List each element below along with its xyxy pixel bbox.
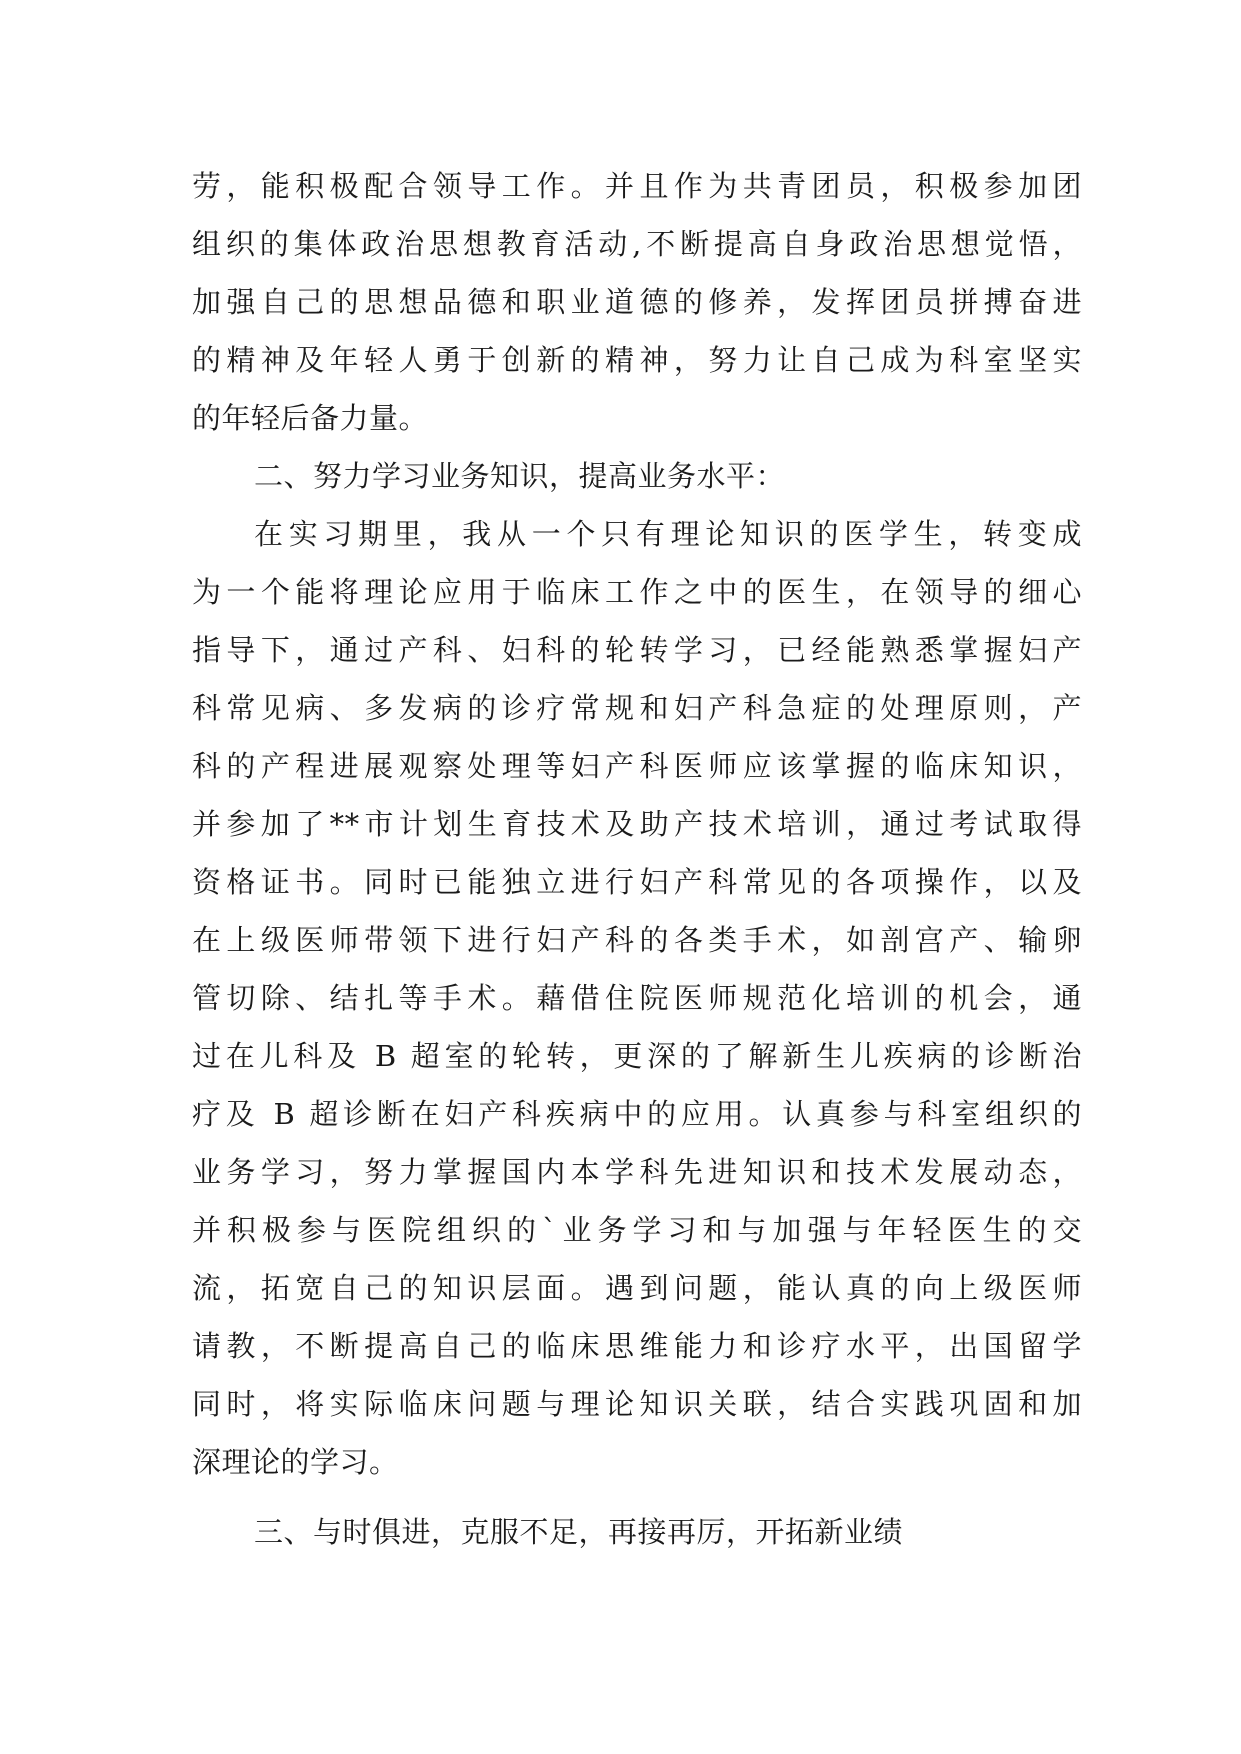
text-line: 并积极参与医院组织的`业务学习和与加强与年轻医生的交 (192, 1213, 1082, 1247)
text-line: 劳，能积极配合领导工作。并且作为共青团员，积极参加团 (192, 169, 1082, 203)
text-line: 业务学习，努力掌握国内本学科先进知识和技术发展动态， (192, 1155, 1082, 1189)
document-body (192, 157, 1082, 1561)
text-line: 深理论的学习。 (192, 1445, 399, 1479)
section-heading: 二、努力学习业务知识，提高业务水平： (254, 459, 786, 493)
text-line: 科常见病、多发病的诊疗常规和妇产科急症的处理原则，产 (192, 691, 1082, 725)
text-line: 为一个能将理论应用于临床工作之中的医生，在领导的细心 (192, 575, 1082, 609)
text-line: 并参加了**市计划生育技术及助产技术培训，通过考试取得 (192, 807, 1082, 841)
text-line: 组织的集体政治思想教育活动,不断提高自身政治思想觉悟， (192, 227, 1082, 261)
paragraph-gap (192, 1491, 1082, 1503)
text-line: 指导下，通过产科、妇科的轮转学习，已经能熟悉掌握妇产 (192, 633, 1082, 667)
text-line: 流，拓宽自己的知识层面。遇到问题，能认真的向上级医师 (192, 1271, 1082, 1305)
section-heading: 三、与时俱进，克服不足，再接再厉，开拓新业绩 (254, 1515, 904, 1549)
text-line: 管切除、结扎等手术。藉借住院医师规范化培训的机会，通 (192, 981, 1082, 1015)
text-line: 请教，不断提高自己的临床思维能力和诊疗水平，出国留学 (192, 1329, 1082, 1363)
paragraph-first-line: 在实习期里，我从一个只有理论知识的医学生，转变成 (254, 517, 1082, 551)
text-line: 疗及 B 超诊断在妇产科疾病中的应用。认真参与科室组织的 (192, 1097, 1082, 1131)
text-line: 同时，将实际临床问题与理论知识关联，结合实践巩固和加 (192, 1387, 1082, 1421)
text-line: 的精神及年轻人勇于创新的精神，努力让自己成为科室坚实 (192, 343, 1082, 377)
text-line: 在上级医师带领下进行妇产科的各类手术，如剖宫产、输卵 (192, 923, 1082, 957)
text-line: 过在儿科及 B 超室的轮转，更深的了解新生儿疾病的诊断治 (192, 1039, 1082, 1073)
text-line: 的年轻后备力量。 (192, 401, 429, 435)
text-line: 资格证书。同时已能独立进行妇产科常见的各项操作，以及 (192, 865, 1082, 899)
text-line: 加强自己的思想品德和职业道德的修养，发挥团员拼搏奋进 (192, 285, 1082, 319)
text-line: 科的产程进展观察处理等妇产科医师应该掌握的临床知识， (192, 749, 1082, 783)
